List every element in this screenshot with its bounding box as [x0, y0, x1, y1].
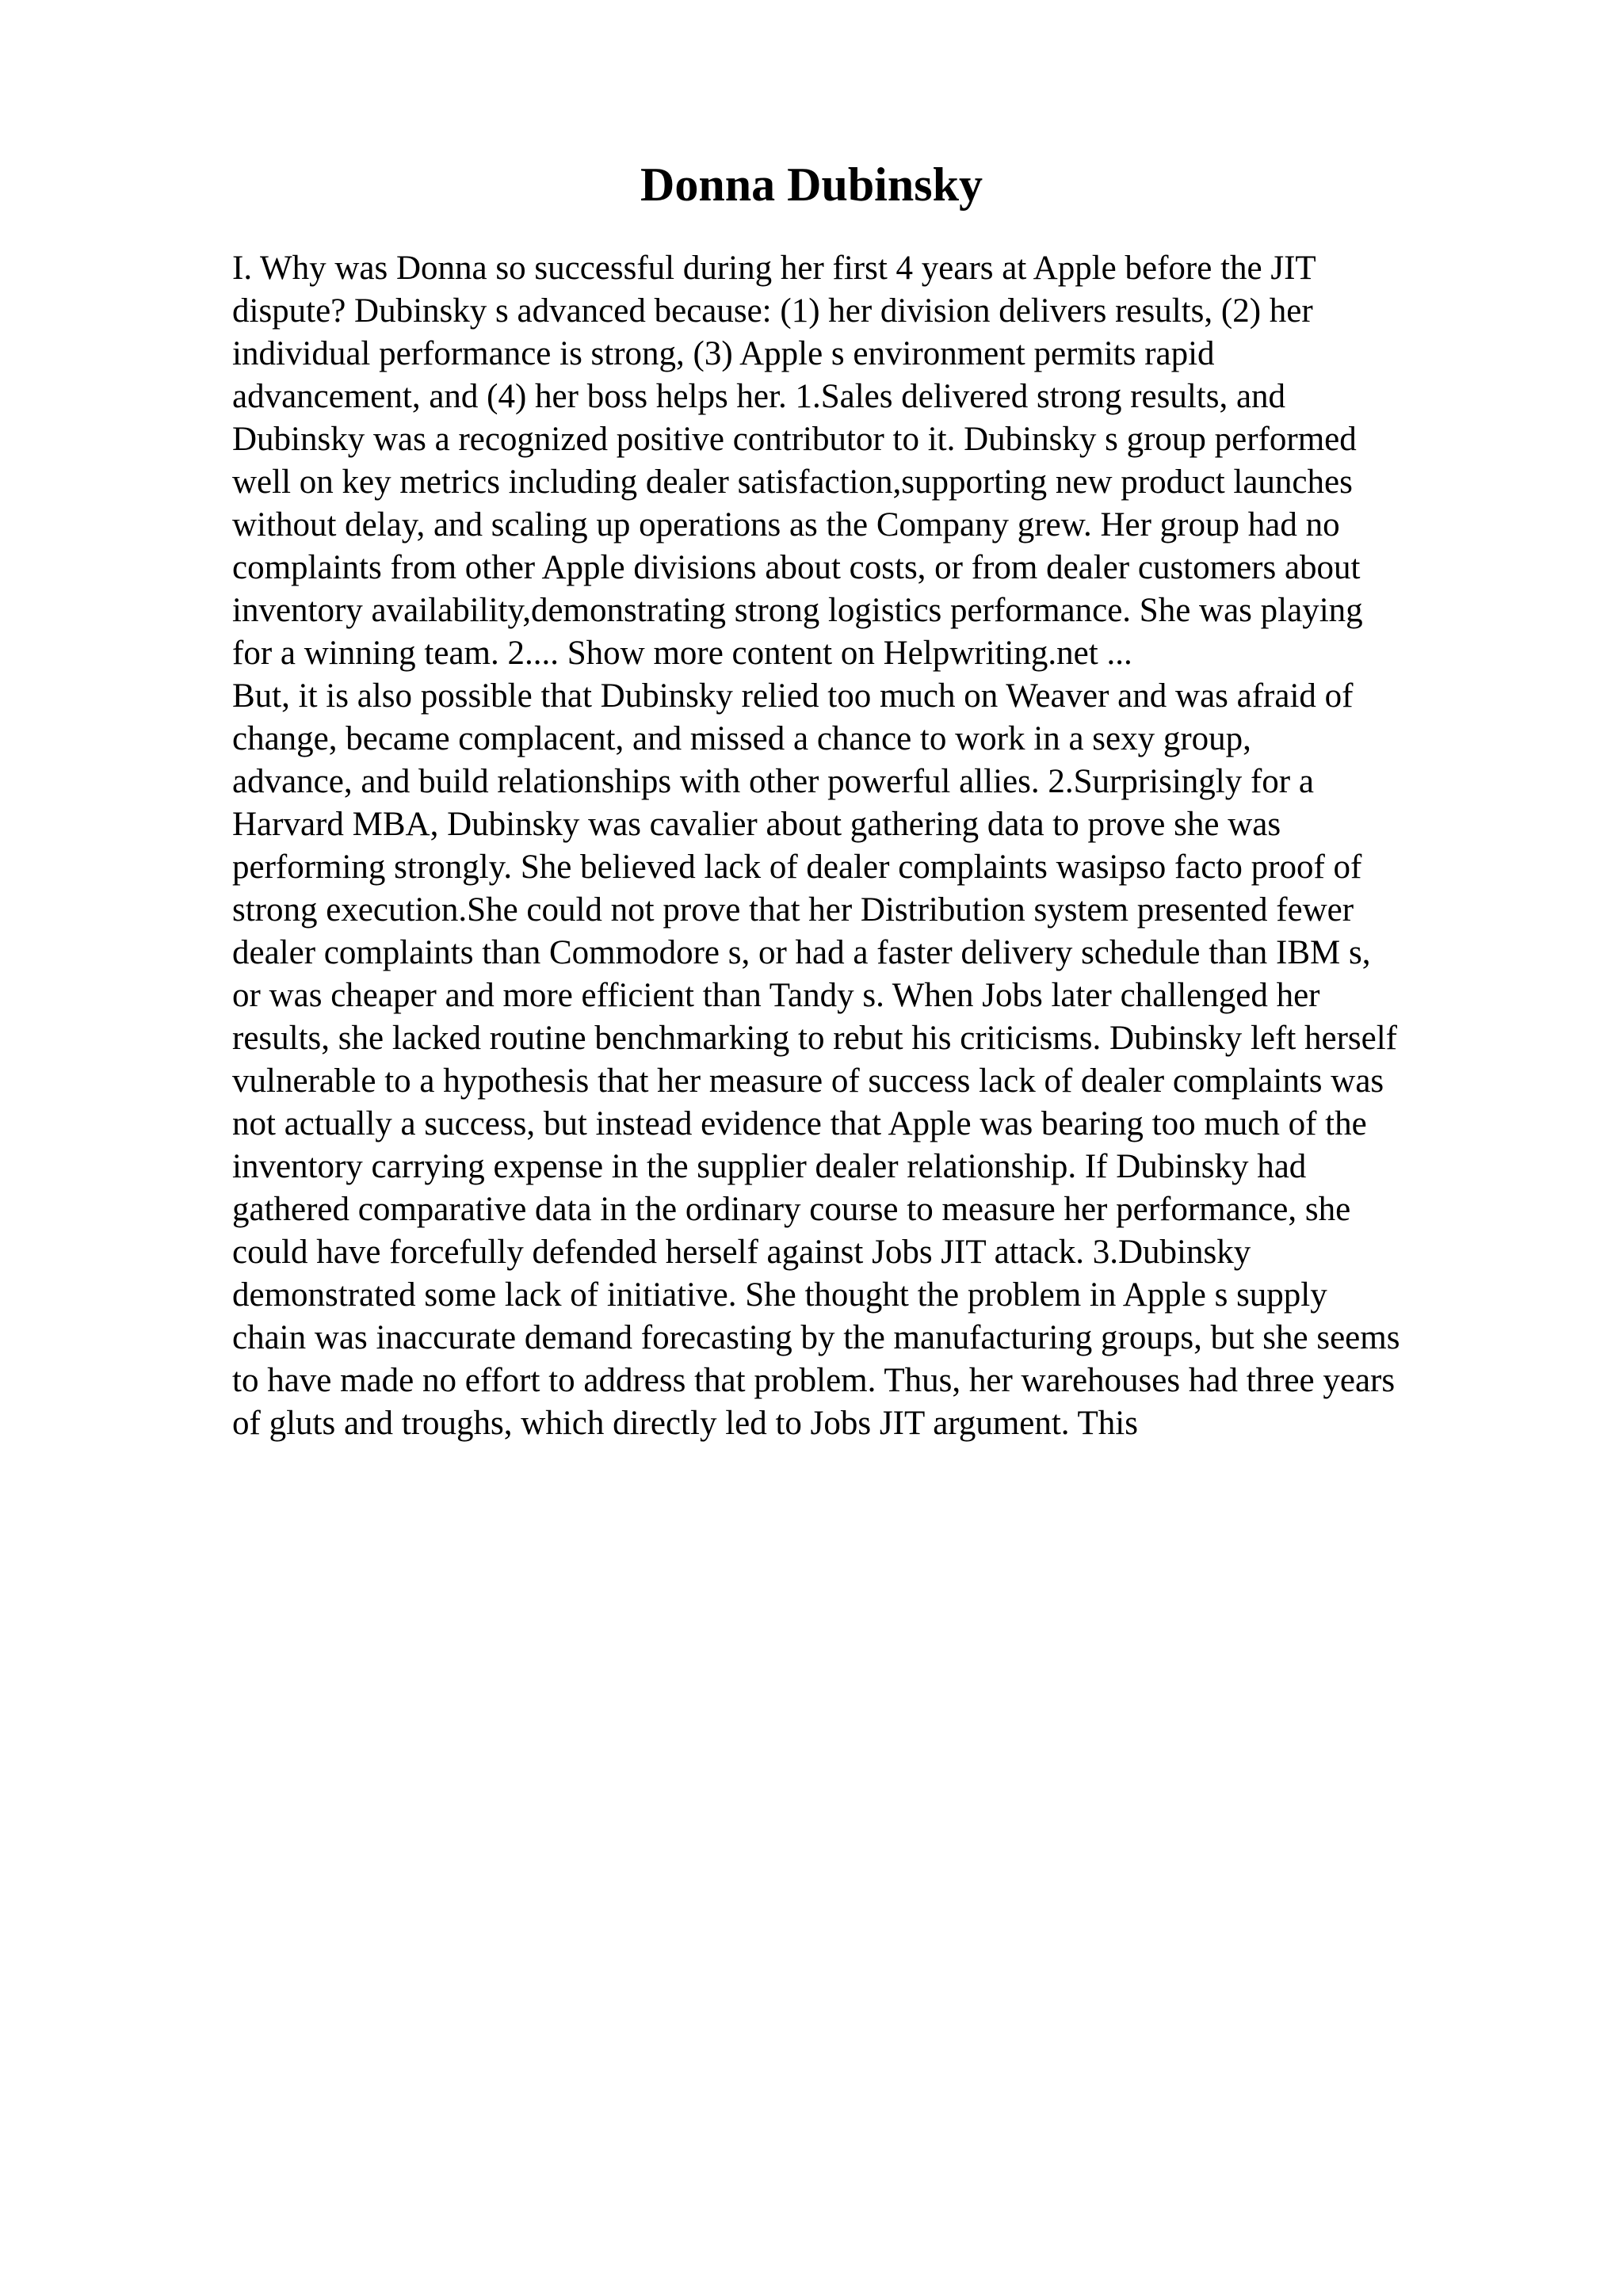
body-line: advancement, and (4) her boss helps her. 1.Sales delivered strong results, and [232, 378, 1286, 415]
body-line: for a winning team. 2.... Show more content on Helpwriting.net ... [232, 635, 1132, 672]
body-line: Dubinsky was a recognized positive contributor to it. Dubinsky s group performed [232, 421, 1357, 458]
body-line: Harvard MBA, Dubinsky was cavalier about gathering data to prove she was [232, 806, 1281, 843]
body-line: demonstrated some lack of initiative. She thought the problem in Apple s supply [232, 1276, 1327, 1314]
body-line: results, she lacked routine benchmarking to rebut his criticisms. Dubinsky left herself [232, 1020, 1397, 1057]
document-body [232, 247, 1500, 1445]
body-line: chain was inaccurate demand forecasting by the manufacturing groups, but she seems [232, 1319, 1400, 1356]
body-line: of gluts and troughs, which directly led to Jobs JIT argument. This [232, 1405, 1138, 1442]
body-line: well on key metrics including dealer satisfaction,supporting new product launches [232, 463, 1353, 501]
body-line: vulnerable to a hypothesis that her measure of success lack of dealer complaints was [232, 1062, 1384, 1100]
body-line: But, it is also possible that Dubinsky relied too much on Weaver and was afraid of [232, 677, 1354, 715]
body-line: advance, and build relationships with other powerful allies. 2.Surprisingly for a [232, 763, 1314, 800]
body-line: not actually a success, but instead evidence that Apple was bearing too much of the [232, 1105, 1367, 1142]
body-line: dispute? Dubinsky s advanced because: (1) her division delivers results, (2) her [232, 292, 1313, 330]
body-line: strong execution.She could not prove that her Distribution system presented fewer [232, 891, 1354, 929]
body-line: dealer complaints than Commodore s, or had a faster delivery schedule than IBM s, [232, 934, 1371, 971]
body-line: inventory carrying expense in the supplier dealer relationship. If Dubinsky had [232, 1148, 1307, 1185]
body-line: performing strongly. She believed lack of dealer complaints wasipso facto proof of [232, 849, 1362, 886]
body-line: I. Why was Donna so successful during her first 4 years at Apple before the JIT [232, 250, 1316, 287]
body-line: or was cheaper and more efficient than Tandy s. When Jobs later challenged her [232, 977, 1320, 1014]
body-line: change, became complacent, and missed a chance to work in a sexy group, [232, 720, 1251, 757]
body-line: to have made no effort to address that problem. Thus, her warehouses had three years [232, 1362, 1396, 1399]
title-container [0, 153, 1623, 216]
document-title: Donna Dubinsky [640, 158, 983, 211]
body-line: individual performance is strong, (3) Apple s environment permits rapid [232, 335, 1215, 372]
body-line: inventory availability,demonstrating strong logistics performance. She was playing [232, 592, 1363, 629]
body-line: could have forcefully defended herself against Jobs JIT attack. 3.Dubinsky [232, 1234, 1251, 1271]
body-line: gathered comparative data in the ordinary course to measure her performance, she [232, 1191, 1351, 1228]
body-line: without delay, and scaling up operations as the Company grew. Her group had no [232, 506, 1340, 543]
body-line: complaints from other Apple divisions about costs, or from dealer customers about [232, 549, 1361, 586]
